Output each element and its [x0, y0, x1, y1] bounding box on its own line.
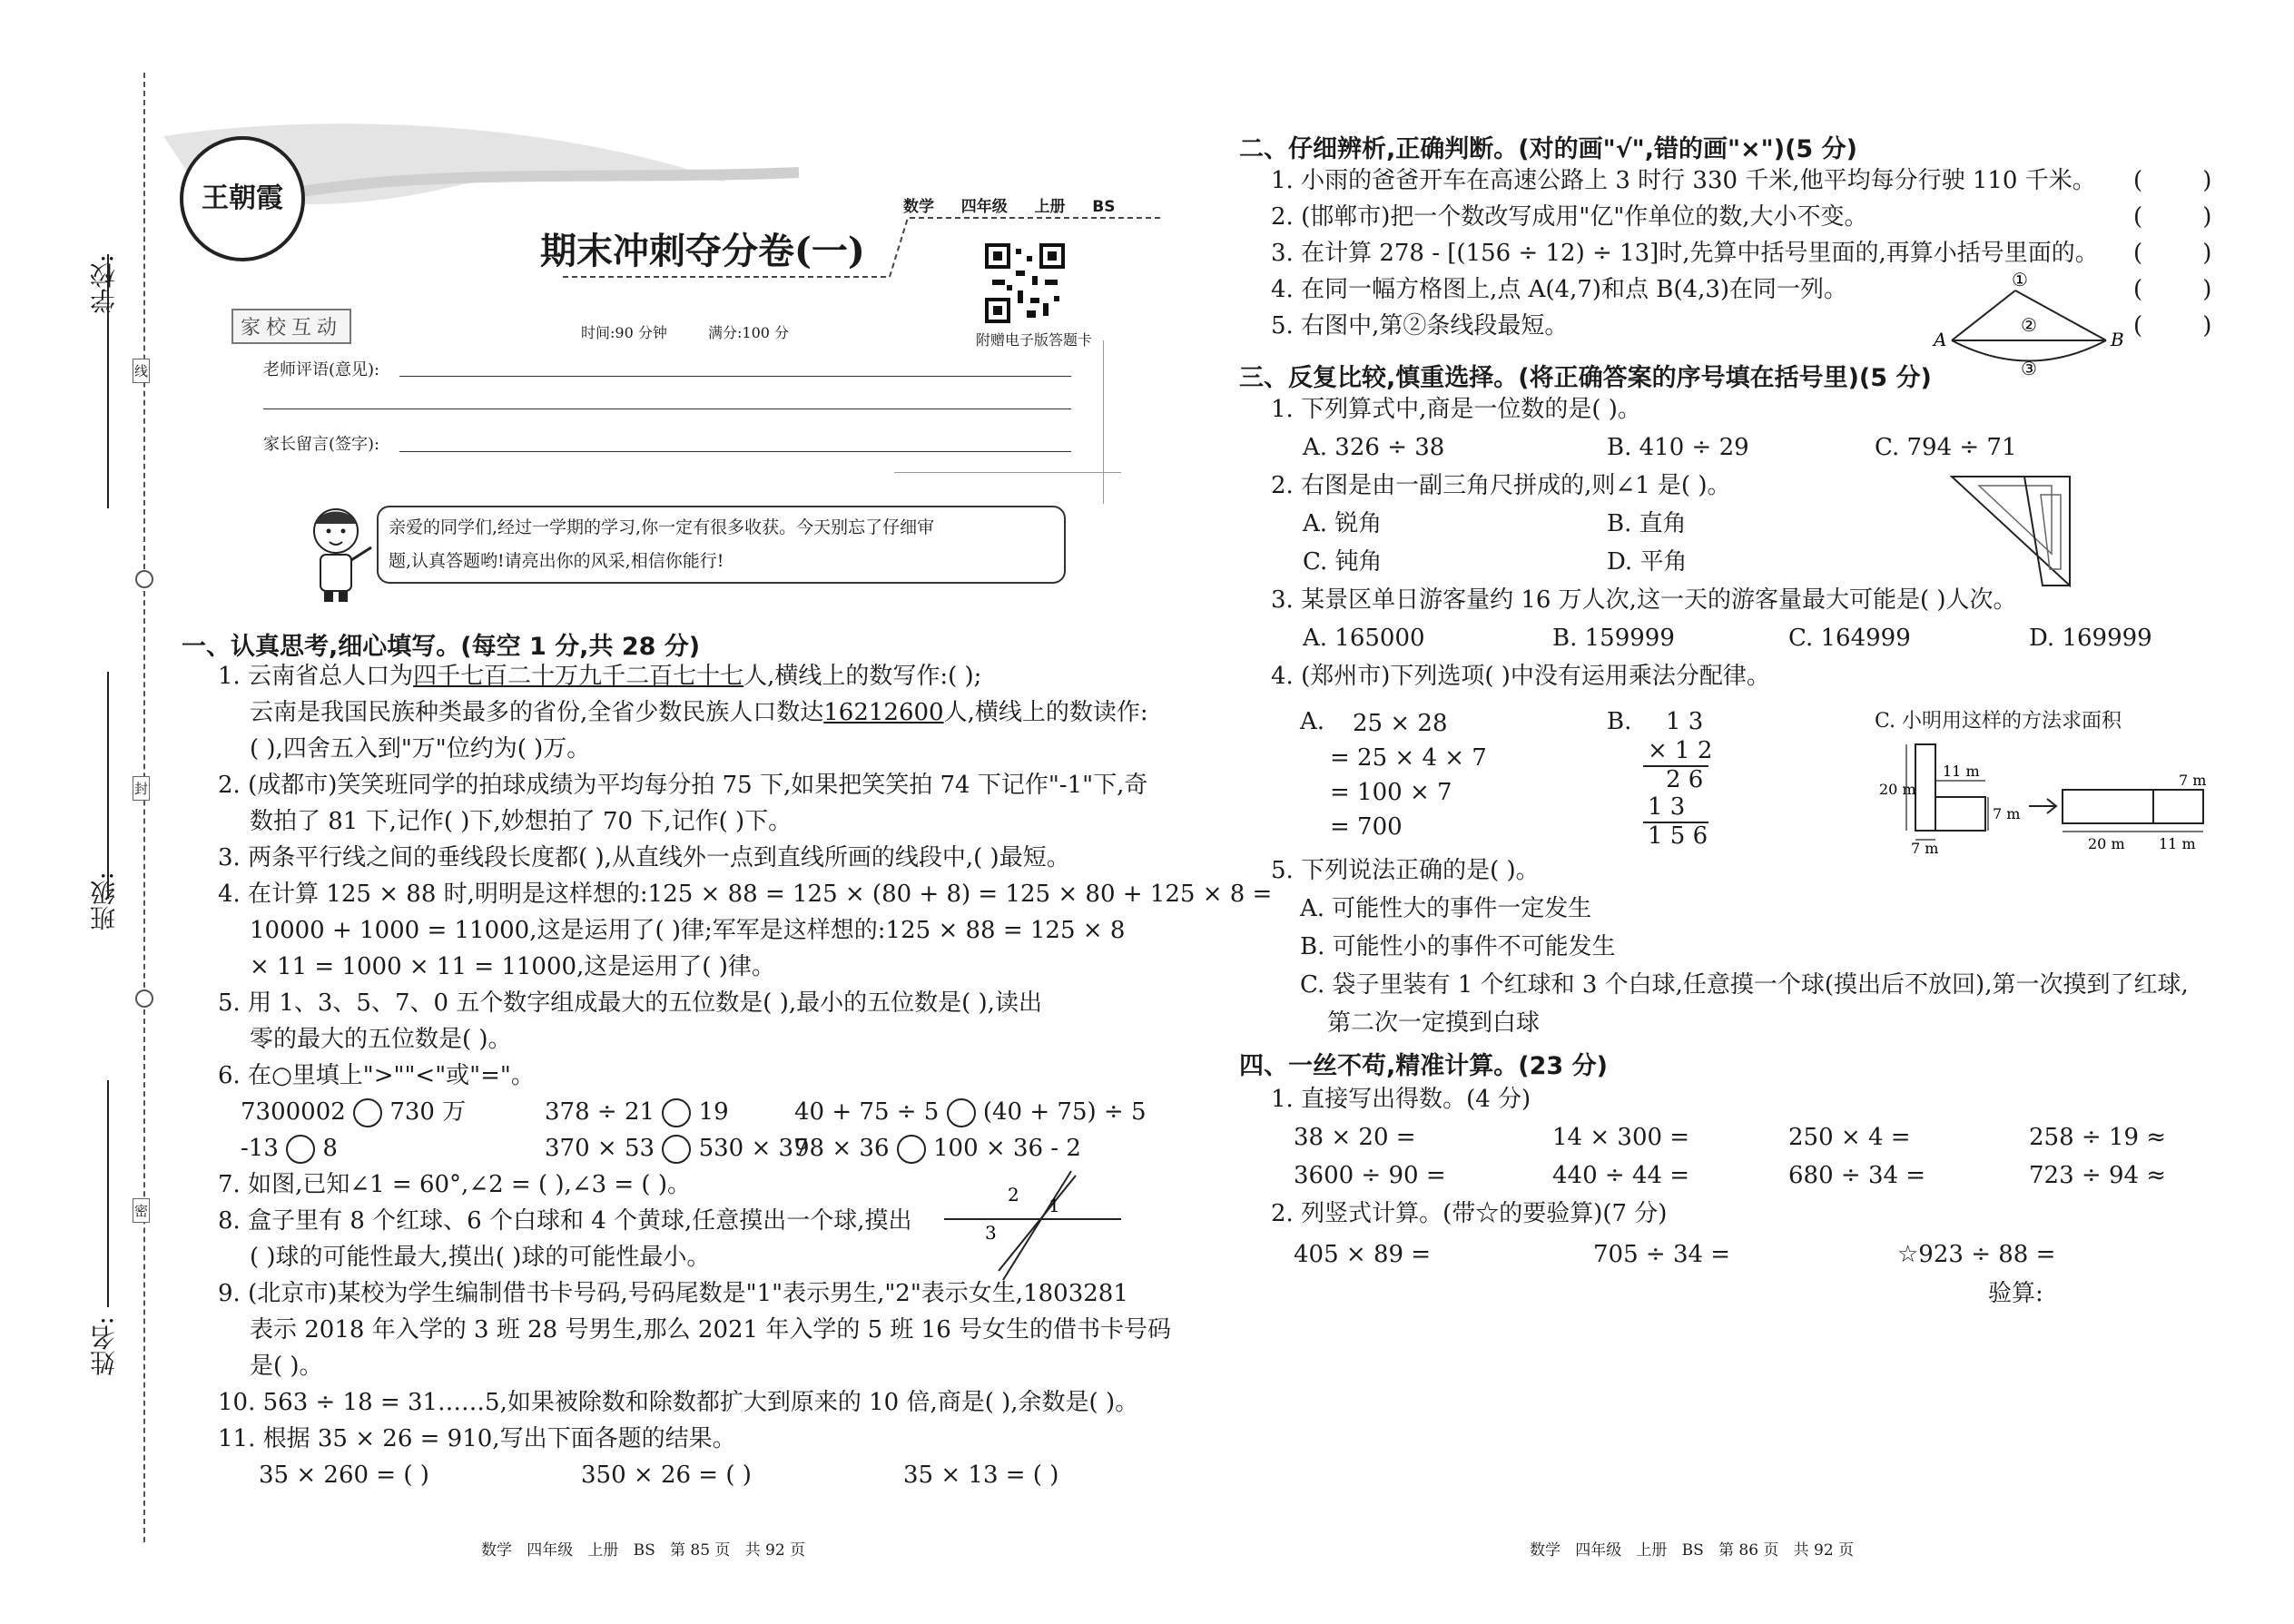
angle-label-2: 2 [1008, 1184, 1019, 1206]
bubble-line-2: 题,认真答题哟!请亮出你的风采,相信你能行! [389, 551, 724, 571]
q4-line-2[interactable]: 10000 + 1000 = 11000,这是运用了( )律;军军是这样想的:125 × 88 = 125 × 8 [250, 917, 1126, 944]
footer-right: 数学 四年级 上册 BS 第 86 页 共 92 页 [1530, 1541, 1855, 1560]
triangle-rulers-figure [1943, 468, 2088, 590]
q4-line-3[interactable]: × 11 = 1000 × 11 = 11000,这是运用了( )律。 [250, 953, 775, 980]
q6-left-2: 378 ÷ 21 [545, 1098, 655, 1126]
s3-q4-a-line-2: = 25 × 4 × 7 [1330, 744, 1487, 772]
parent-comment-label: 家长留言(签字): [263, 435, 380, 454]
q1b-underlined: 16212600 [823, 699, 944, 726]
s3-q4-a-line-4: = 700 [1330, 813, 1403, 841]
name-line [107, 1080, 109, 1307]
judge-blank-3[interactable]: ( ) [2133, 240, 2212, 267]
s3-q4-b-line-4: 1 3 [1648, 793, 1686, 821]
dim-7m-side: 7 m [1993, 805, 2021, 822]
q11-item-1[interactable]: 35 × 260 = ( ) [259, 1462, 429, 1489]
s3-q5-opt-c[interactable]: C. 袋子里装有 1 个红球和 3 个白球,任意摸一个球(摸出后不放回),第一次摸到了红球, [1300, 971, 2189, 999]
seg-label-1: ① [2012, 269, 2028, 290]
calc-2-3[interactable]: 680 ÷ 34 = [1788, 1162, 1926, 1189]
s3-q5-opt-c-cont: 第二次一定摸到白球 [1327, 1009, 1541, 1037]
section-4-title: 四、一丝不苟,精准计算。(23 分) [1239, 1052, 1608, 1080]
s3-q2-opt-d[interactable]: D. 平角 [1607, 548, 1688, 576]
verify-label: 验算: [1988, 1280, 2043, 1307]
page-title: 期末冲刺夺分卷(一) [540, 230, 865, 272]
q6-item-4 [241, 1133, 338, 1164]
teacher-comment-label: 老师评语(意见): [263, 360, 380, 379]
s3-q2-opt-a[interactable]: A. 锐角 [1303, 510, 1383, 537]
q1-text: 1. 云南省总人口为 [218, 663, 414, 690]
q6-item-5 [545, 1133, 809, 1164]
q1b-text: 云南是我国民族种类最多的省份,全省少数民族人口数达 [250, 699, 824, 726]
tag-term: 上册 [1034, 198, 1066, 216]
binding-hole-1 [135, 570, 153, 588]
q6-right-6: 100 × 36 - 2 [933, 1135, 1081, 1162]
s3-q4-a-label[interactable]: A. [1300, 708, 1325, 735]
s3-q5-opt-a[interactable]: A. 可能性大的事件一定发生 [1300, 895, 1592, 922]
s2-item-5: 5. 右图中,第②条线段最短。 [1271, 312, 1569, 340]
seal-mark-1: 线 [133, 359, 150, 383]
compare-circle-1[interactable] [353, 1098, 382, 1127]
s3-q3-opt-c[interactable]: C. 164999 [1788, 625, 1911, 652]
q2-line-1: 2. (成都市)笑笑班同学的拍球成绩为平均每分拍 75 下,如果把笑笑拍 74 下记作"-1"下,奇 [218, 772, 1148, 799]
subject-tags [903, 193, 1116, 216]
s3-q2-opt-b[interactable]: B. 直角 [1607, 510, 1687, 537]
calc-1-4[interactable]: 258 ÷ 19 ≈ [2029, 1124, 2167, 1151]
q6-item-6 [794, 1133, 1081, 1164]
s3-q3-opt-a[interactable]: A. 165000 [1303, 625, 1425, 652]
school-label: 学校: [89, 254, 119, 314]
calc-1-3[interactable]: 250 × 4 = [1788, 1124, 1911, 1151]
tag-subject: 数学 [903, 198, 934, 216]
tag-grade: 四年级 [960, 198, 1008, 216]
dim-7m-bottom: 7 m [1911, 840, 1939, 853]
calc-2-2[interactable]: 440 ÷ 44 = [1552, 1162, 1690, 1189]
q9-line-1: 9. (北京市)某校为学生编制借书卡号码,号码尾数是"1"表示男生,"2"表示女生,1803281 [218, 1280, 1128, 1307]
q9-line-3[interactable]: 是( )。 [250, 1353, 323, 1380]
calc-1-2[interactable]: 14 × 300 = [1552, 1124, 1690, 1151]
q8-line-2[interactable]: ( )球的可能性最大,摸出( )球的可能性最小。 [250, 1244, 711, 1271]
home-school-label: 家校互动 [231, 309, 351, 344]
s3-q4-b-line-2: × 1 2 [1648, 737, 1713, 764]
q7-line[interactable]: 7. 如图,已知∠1 = 60°,∠2 = ( ),∠3 = ( )。 [218, 1171, 691, 1198]
school-line [107, 254, 109, 508]
vcalc-2[interactable]: 705 ÷ 34 = [1593, 1241, 1731, 1268]
q1-line-2 [250, 697, 1148, 728]
s3-q4-b-line-1: 1 3 [1666, 708, 1704, 735]
q6-right-4: 8 [322, 1135, 338, 1162]
compare-circle-4[interactable] [286, 1135, 315, 1164]
q1-line-1 [218, 661, 981, 692]
name-label: 姓名: [89, 1316, 119, 1376]
s3-q1-opt-a[interactable]: A. 326 ÷ 38 [1303, 434, 1445, 461]
s3-q4-b-line-3: 2 6 [1666, 766, 1704, 793]
s3-q1-opt-b[interactable]: B. 410 ÷ 29 [1607, 434, 1749, 461]
q6-item-3 [794, 1097, 1147, 1127]
s3-q5[interactable]: 5. 下列说法正确的是( )。 [1271, 857, 1540, 884]
q6-line: 6. 在○里填上">""<"或"="。 [218, 1062, 535, 1089]
teacher-mascot [295, 504, 377, 604]
q6-right-3: (40 + 75) ÷ 5 [982, 1098, 1147, 1126]
q1b-end: 人,横线上的数读作: [943, 699, 1148, 726]
judge-blank-1[interactable]: ( ) [2133, 167, 2212, 194]
calc-2-4[interactable]: 723 ÷ 94 ≈ [2029, 1162, 2167, 1189]
section-2-title: 二、仔细辨析,正确判断。(对的画"√",错的画"×")(5 分) [1239, 135, 1857, 163]
dim-7m-right: 7 m [2179, 772, 2207, 789]
judge-blank-2[interactable]: ( ) [2133, 203, 2212, 231]
s3-q2[interactable]: 2. 右图是由一副三角尺拼成的,则∠1 是( )。 [1271, 472, 1731, 499]
angle-label-3: 3 [985, 1222, 997, 1244]
angle-label-1: 1 [1049, 1195, 1060, 1216]
brand-logo: 王朝霞 [180, 136, 305, 261]
vcalc-1[interactable]: 405 × 89 = [1294, 1241, 1432, 1268]
q6-right-1: 730 万 [389, 1098, 467, 1126]
q9-line-2: 表示 2018 年入学的 3 班 28 号男生,那么 2021 年入学的 5 班 16 号女生的借书卡号码 [250, 1316, 1172, 1343]
qr-code [985, 243, 1065, 323]
parent-comment-line[interactable] [399, 451, 1071, 452]
qr-caption: 附赠电子版答题卡 [976, 331, 1093, 349]
q6-right-2: 19 [698, 1098, 729, 1126]
footer-left: 数学 四年级 上册 BS 第 85 页 共 92 页 [481, 1541, 806, 1560]
compare-circle-5[interactable] [662, 1135, 691, 1164]
exam-time: 时间:90 分钟 [581, 324, 667, 341]
s3-q2-opt-c[interactable]: C. 钝角 [1303, 548, 1383, 576]
q4-line-1: 4. 在计算 125 × 88 时,明明是这样想的:125 × 88 = 125 × (80 + 8) = 125 × 80 + 125 × 8 = [218, 881, 1273, 908]
s3-q4[interactable]: 4. (郑州市)下列选项( )中没有运用乘法分配律。 [1271, 663, 1770, 690]
section-3-title: 三、反复比较,慎重选择。(将正确答案的序号填在括号里)(5 分) [1239, 364, 1932, 392]
s4-q2: 2. 列竖式计算。(带☆的要验算)(7 分) [1271, 1200, 1668, 1227]
q1-blank[interactable]: 人,横线上的数写作:( ); [743, 663, 982, 690]
seal-mark-2: 封 [133, 776, 150, 801]
seg-label-2: ② [2021, 314, 2037, 336]
q11-line: 11. 根据 35 × 26 = 910,写出下面各题的结果。 [218, 1425, 736, 1452]
s3-q4-c-label[interactable]: C. 小明用这样的方法求面积 [1875, 710, 2122, 733]
seal-mark-3: 密 [133, 1198, 150, 1223]
dim-20m-h: 20 m [2088, 835, 2125, 852]
q6-item-2 [545, 1097, 729, 1127]
dim-11m-top: 11 m [1943, 763, 1980, 780]
teacher-comment-line-1[interactable] [399, 376, 1071, 377]
s3-q4-a-line-3: = 100 × 7 [1330, 779, 1452, 806]
seg-point-b: B [2111, 329, 2124, 350]
q6-right-5: 530 × 37 [698, 1135, 809, 1162]
s3-q4-b-line-5: 1 5 6 [1648, 822, 1708, 850]
s3-q3-opt-d[interactable]: D. 169999 [2029, 625, 2152, 652]
angle-figure [935, 1166, 1126, 1284]
q6-left-5: 370 × 53 [545, 1135, 655, 1162]
compare-circle-3[interactable] [947, 1098, 976, 1127]
bubble-line-1: 亲爱的同学们,经过一学期的学习,你一定有很多收获。今天别忘了仔细审 [389, 517, 935, 537]
s3-q3-opt-b[interactable]: B. 159999 [1552, 625, 1675, 652]
exam-score: 满分:100 分 [708, 324, 790, 341]
section-1-title: 一、认真思考,细心填写。(每空 1 分,共 28 分) [182, 633, 701, 661]
q11-item-3[interactable]: 35 × 13 = ( ) [903, 1462, 1059, 1489]
vcalc-3[interactable]: ☆923 ÷ 88 = [1897, 1241, 2056, 1268]
s3-q4-a-line-1: 25 × 28 [1353, 710, 1448, 737]
q8-line-1: 8. 盒子里有 8 个红球、6 个白球和 4 个黄球,任意摸出一个球,摸出 [218, 1207, 912, 1235]
q6-left-6: 98 × 36 [794, 1135, 890, 1162]
class-label: 班级: [89, 871, 119, 931]
deco-rule [894, 472, 1121, 473]
s3-q4-b-label[interactable]: B. [1607, 708, 1632, 735]
q6-left-3: 40 + 75 ÷ 5 [794, 1098, 940, 1126]
area-method-figure [1870, 735, 2215, 853]
teacher-comment-line-2[interactable] [263, 408, 1071, 409]
q2-line-2[interactable]: 数拍了 81 下,记作( )下,妙想拍了 70 下,记作( )下。 [250, 808, 793, 835]
s4-q1: 1. 直接写出得数。(4 分) [1271, 1086, 1531, 1113]
s3-q1-opt-c[interactable]: C. 794 ÷ 71 [1875, 434, 2017, 461]
deco-vrule [1103, 340, 1104, 504]
q6-left-4: -13 [241, 1135, 279, 1162]
s2-item-4: 4. 在同一幅方格图上,点 A(4,7)和点 B(4,3)在同一列。 [1271, 276, 1848, 303]
class-line [107, 672, 109, 899]
q1-underlined: 四千七百二十万九千二百七十七 [413, 663, 744, 690]
dim-11m-h: 11 m [2159, 835, 2196, 852]
binding-hole-2 [135, 989, 153, 1008]
q10-line[interactable]: 10. 563 ÷ 18 = 31……5,如果被除数和除数都扩大到原来的 10 倍,商是( ),余数是( )。 [218, 1389, 1139, 1416]
seg-point-a: A [1934, 329, 1947, 350]
tag-edition: BS [1092, 198, 1116, 216]
s3-q3[interactable]: 3. 某景区单日游客量约 16 万人次,这一天的游客量最大可能是( )人次。 [1271, 586, 2017, 614]
s3-q5-opt-b[interactable]: B. 可能性小的事件不可能发生 [1300, 933, 1616, 960]
dim-20m-v: 20 m [1879, 781, 1916, 798]
q3-line[interactable]: 3. 两条平行线之间的垂线段长度都( ),从直线外一点到直线所画的线段中,( )最短。 [218, 844, 1070, 871]
q6-item-1 [241, 1097, 466, 1127]
s2-item-3: 3. 在计算 278 - [(156 ÷ 12) ÷ 13]时,先算中括号里面的,再算小括号里面的。 [1271, 240, 2099, 267]
q6-left-1: 7300002 [241, 1098, 346, 1126]
q11-item-2[interactable]: 350 × 26 = ( ) [581, 1462, 752, 1489]
q5-line-1[interactable]: 5. 用 1、3、5、7、0 五个数字组成最大的五位数是( ),最小的五位数是( ),读出 [218, 989, 1042, 1017]
q5-line-2[interactable]: 零的最大的五位数是( )。 [250, 1026, 512, 1053]
s2-item-2: 2. (邯郸市)把一个数改写成用"亿"作单位的数,大小不变。 [1271, 203, 1868, 231]
calc-1-1[interactable]: 38 × 20 = [1294, 1124, 1416, 1151]
compare-circle-6[interactable] [897, 1135, 926, 1164]
binding-line [143, 73, 145, 1542]
s3-q1[interactable]: 1. 下列算式中,商是一位数的是( )。 [1271, 396, 1641, 423]
compare-circle-2[interactable] [662, 1098, 691, 1127]
s2-item-1: 1. 小雨的爸爸开车在高速公路上 3 时行 330 千米,他平均每分行驶 110 千米。 [1271, 167, 2096, 194]
judge-blank-4[interactable]: ( ) [2133, 276, 2212, 303]
q1-line-3[interactable]: ( ),四舍五入到"万"位约为( )万。 [250, 735, 591, 763]
seg-label-3: ③ [2021, 358, 2037, 377]
calc-2-1[interactable]: 3600 ÷ 90 = [1294, 1162, 1446, 1189]
segment-figure [1925, 268, 2142, 377]
judge-blank-5[interactable]: ( ) [2133, 312, 2212, 340]
